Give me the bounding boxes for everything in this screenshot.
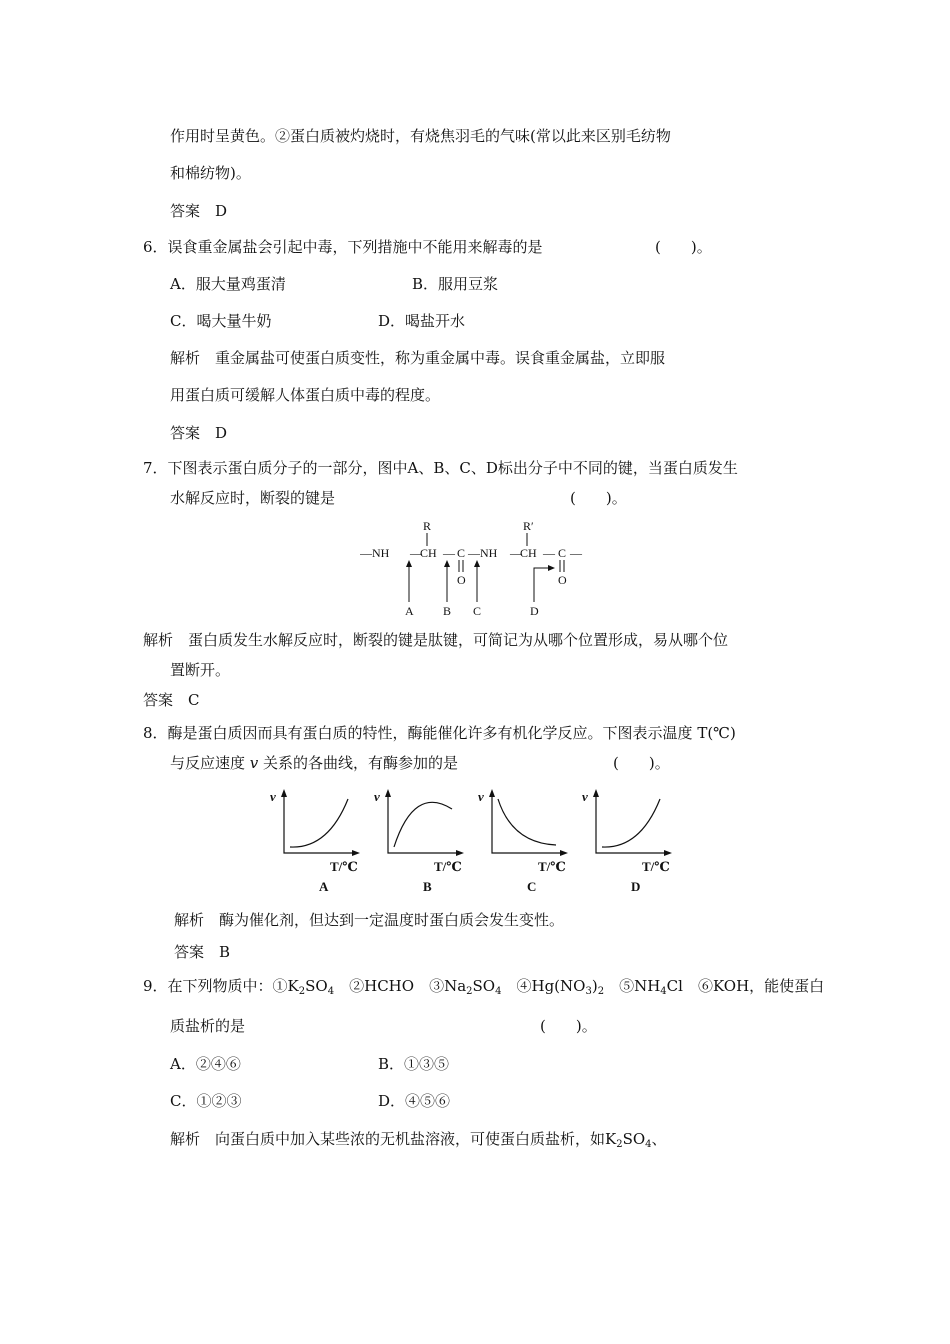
q9-item-1-sub-a: 2 [298,986,306,997]
r-group-1: R [423,519,432,533]
chain-nh-2: —NH [468,546,498,560]
chain-bond-4: — [543,546,555,560]
q9-item-5: ⑤NH [619,977,661,995]
q6-stem: 6．误食重金属盐会引起中毒，下列措施中不能用来解毒的是 [143,238,543,256]
q9-option-c: C．①②③ [170,1092,242,1110]
q9-analysis-mid: SO [622,1130,646,1148]
q9-item-5-b: Cl [666,977,683,995]
q9-item-4-sub-a: 3 [585,986,592,997]
x-axis-arrow-a [352,850,360,856]
q9-item-3-sub-a: 2 [466,986,473,997]
x-axis-arrow-c [560,850,568,856]
q8-stem-line1: 8．酶是蛋白质因而具有蛋白质的特性，酶能催化许多有机化学反应。下图表示温度 T(℃) [143,724,736,742]
y-axis-arrow-a [281,789,287,797]
q9-item-3-b: SO [472,977,496,995]
chain-c-2: C [558,546,567,560]
q9-option-d: D．④⑤⑥ [378,1092,451,1110]
y-axis-arrow-d [593,789,599,797]
q6-analysis-line1: 解析 重金属盐可使蛋白质变性，称为重金属中毒。误食重金属盐，立即服 [170,349,666,367]
chain-bond-1: — [410,546,422,560]
x-axis-label-c: T/℃ [538,859,566,874]
q9-analysis-end: 、 [651,1130,667,1148]
q5-explanation-line1: 作用时呈黄色。②蛋白质被灼烧时，有烧焦羽毛的气味(常以此来区别毛纺物 [170,127,671,145]
q9-option-b: B．①③⑤ [378,1055,450,1073]
graph-label-d: D [631,879,641,894]
graph-axes-a [284,795,354,853]
chain-ch-1: CH [420,546,437,560]
graph-label-c: C [527,879,537,894]
x-axis-arrow-b [456,850,464,856]
chain-bond-3: — [510,546,522,560]
oxygen-1: O [457,573,466,587]
q9-item-4-b: ) [591,977,598,995]
q5-answer: 答案 D [170,202,228,220]
oxygen-2: O [558,573,567,587]
graph-axes-d [596,795,666,853]
graph-label-b: B [423,879,432,894]
q9-answer-blank: ( )。 [540,1017,597,1035]
q9-stem-prefix: 9．在下列物质中： [143,977,273,995]
q9-analysis-sub-a: 2 [616,1139,623,1150]
chain-nh-1: —NH [360,546,390,560]
q8-stem-variable: v [249,754,259,772]
bond-label-d: D [530,604,539,618]
q6-option-b: B．服用豆浆 [412,275,499,293]
q7-analysis-line1: 解析 蛋白质发生水解反应时，断裂的键是肽键，可简记为从哪个位置形成，易从哪个位 [143,631,729,649]
q6-answer-blank: ( )。 [655,238,712,256]
q9-item-3: ③Na [429,977,467,995]
curve-b [394,802,452,847]
x-axis-arrow-d [664,850,672,856]
q6-analysis-line2: 用蛋白质可缓解人体蛋白质中毒的程度。 [170,386,441,404]
temperature-rate-graphs [262,785,682,900]
q9-analysis [170,1129,667,1155]
q7-answer: 答案 C [143,691,200,709]
q9-item-4-sub-b: 2 [597,986,605,997]
bond-label-c: C [473,604,482,618]
x-axis-label-a: T/℃ [330,859,358,874]
q9-option-a: A．②④⑥ [170,1055,241,1073]
y-axis-label-c: v [478,789,484,804]
q9-item-2: ②HCHO [349,977,415,995]
q9-item-3-sub-b: 4 [495,986,502,997]
q9-analysis-text: 解析 向蛋白质中加入某些浓的无机盐溶液，可使蛋白质盐析，如K [170,1130,617,1148]
q6-option-d: D．喝盐开水 [378,312,466,330]
q9-item-1-sub-b: 4 [327,986,335,997]
y-axis-arrow-b [385,789,391,797]
q6-answer: 答案 D [170,424,228,442]
q9-item-4: ④Hg(NO [516,977,586,995]
q9-item-1-b: SO [305,977,328,995]
chain-bond-5: — [570,546,582,560]
q5-explanation-line2: 和棉纺物)。 [170,164,251,182]
y-axis-label-a: v [270,789,276,804]
q6-option-c: C．喝大量牛奶 [170,312,272,330]
q8-answer: 答案 B [174,943,231,961]
curve-a [290,799,348,847]
q9-item-5-sub: 4 [660,986,667,997]
q8-stem-text-b: 关系的各曲线，有酶参加的是 [258,754,459,772]
q9-item-1: ①K [272,977,299,995]
chain-c-1: C [457,546,466,560]
chain-bond-2: — [443,546,455,560]
q9-item-6: ⑥KOH，能使蛋白 [697,977,825,995]
q9-stem-line1 [143,976,824,1002]
y-axis-label-b: v [374,789,380,804]
q6-option-a: A．服大量鸡蛋清 [170,275,286,293]
q7-stem-line1: 7．下图表示蛋白质分子的一部分，图中A、B、C、D标出分子中不同的键，当蛋白质发生 [143,459,738,477]
q9-stem-line2: 质盐析的是 [170,1017,246,1035]
q7-answer-blank: ( )。 [570,489,627,507]
q8-stem-text-a: 与反应速度 [170,754,250,772]
q7-stem-line2: 水解反应时，断裂的键是 [170,489,336,507]
y-axis-label-d: v [582,789,588,804]
q8-answer-blank: ( )。 [613,754,670,772]
q8-stem-line2 [170,753,458,773]
curve-d [602,799,660,847]
arrow-d [534,568,550,602]
bond-label-a: A [405,604,414,618]
r-group-2: R′ [523,519,534,533]
q9-analysis-sub-b: 4 [645,1139,652,1150]
x-axis-label-d: T/℃ [642,859,670,874]
q7-analysis-line2: 置断开。 [170,661,231,679]
peptide-diagram [360,512,600,620]
chain-ch-2: CH [520,546,537,560]
y-axis-arrow-c [489,789,495,797]
q8-analysis: 解析 酶为催化剂，但达到一定温度时蛋白质会发生变性。 [174,911,565,929]
graph-label-a: A [319,879,329,894]
x-axis-label-b: T/℃ [434,859,462,874]
curve-c [498,799,556,845]
bond-label-b: B [443,604,452,618]
